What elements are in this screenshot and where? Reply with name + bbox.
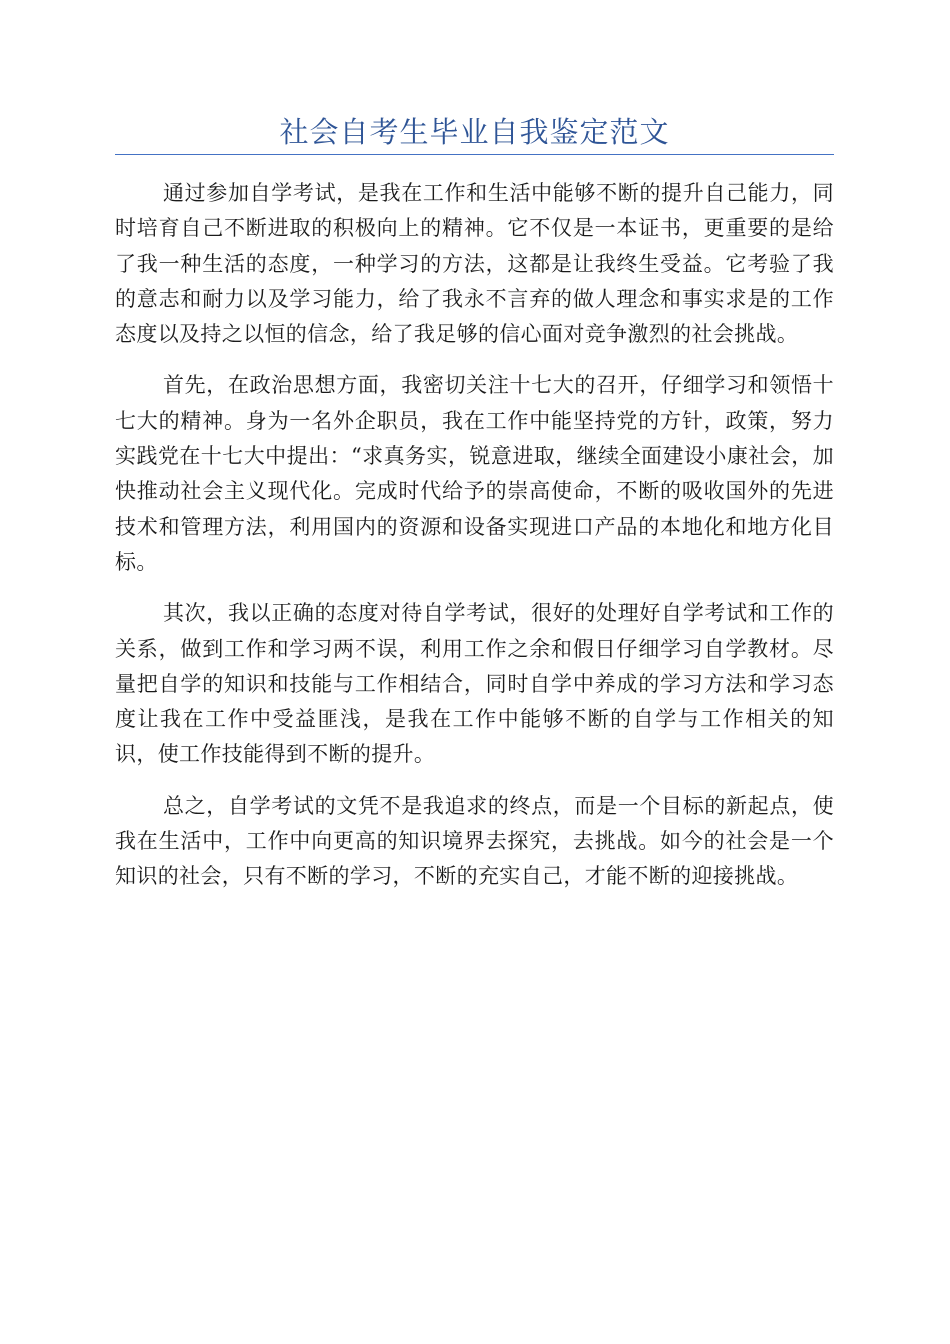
document-title: 社会自考生毕业自我鉴定范文: [279, 115, 670, 149]
paragraph-3: 其次，我以正确的态度对待自学考试，很好的处理好自学考试和工作的关系，做到工作和学习两不误，利用工作之余和假日仔细学习自学教材。尽量把自学的知识和技能与工作相结合，同时自学中养成的学习方法和学习态度让我在工作中受益匪浅，是我在工作中能够不断的自学与工作相关的知识，使工作技能得到不断的提升。: [115, 601, 834, 767]
title-underline: [115, 154, 834, 155]
paragraph-2: 首先，在政治思想方面，我密切关注十七大的召开，仔细学习和领悟十七大的精神。身为一名外企职员，我在工作中能坚持党的方针，政策，努力实践党在十七大中提出：“求真务实，锐意进取，继续全面建设小康社会，加快推动社会主义现代化。完成时代给予的崇高使命，不断的吸收国外的先进技术和管理方法，利用国内的资源和设备实现进口产品的本地化和地方化目标。: [115, 373, 834, 574]
paragraph-4: 总之，自学考试的文凭不是我追求的终点，而是一个目标的新起点，使我在生活中，工作中向更高的知识境界去探究，去挑战。如今的社会是一个知识的社会，只有不断的学习，不断的充实自己，才能不断的迎接挑战。: [115, 793, 834, 889]
document-body: [115, 176, 834, 911]
paragraph-1: 通过参加自学考试，是我在工作和生活中能够不断的提升自己能力，同时培育自己不断进取的积极向上的精神。它不仅是一本证书，更重要的是给了我一种生活的态度，一种学习的方法，这都是让我终生受益。它考验了我的意志和耐力以及学习能力，给了我永不言弃的做人理念和事实求是的工作态度以及持之以恒的信念，给了我足够的信心面对竞争激烈的社会挑战。: [115, 181, 834, 347]
